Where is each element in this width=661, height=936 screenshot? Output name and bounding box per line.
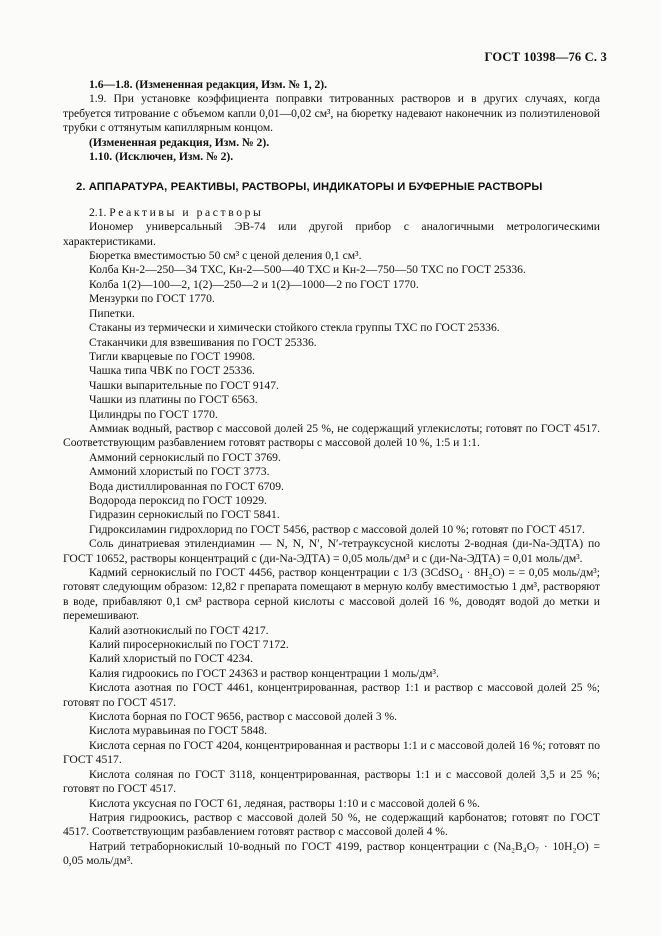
reagent-item: Калия гидроокись по ГОСТ 24363 и раствор концентрации 1 моль/дм³. bbox=[89, 666, 439, 680]
reagent-item: Калий хлористый по ГОСТ 4234. bbox=[89, 652, 254, 666]
reagent-item: Кислота соляная по ГОСТ 3118, концентрированная, растворы 1:1 и с массовой долей 3,5 и 25 %; готовят по ГОСТ 4517. bbox=[63, 767, 600, 796]
reagent-item: Вода дистиллированная по ГОСТ 6709. bbox=[89, 479, 284, 493]
reagent-item: Кислота серная по ГОСТ 4204, концентрированная и растворы 1:1 и с массовой долей 16 %; готовят по ГОСТ 4517. bbox=[63, 738, 600, 767]
reagent-item: Тигли кварцевые по ГОСТ 19908. bbox=[89, 349, 256, 363]
document-body bbox=[63, 78, 600, 869]
reagent-item: Чашки выпарительные по ГОСТ 9147. bbox=[89, 378, 279, 392]
reagent-item: Стаканы из термически и химически стойкого стекла группы ТХС по ГОСТ 25336. bbox=[89, 321, 500, 335]
reagent-item: Аммоний сернокислый по ГОСТ 3769. bbox=[89, 450, 281, 464]
reagent-item: Соль динатриевая этилендиамин — N, N, N′, N′-тетрауксусной кислоты 2-водная (ди-Na-ЭДТА) по ГОСТ 10652, растворы концентраций c (ди-Na-ЭДТА) = 0,05 моль/дм³ и c (ди-Na-ЭДТА) = 0,01 моль/дм³. bbox=[63, 537, 600, 565]
reagent-item: Кислота борная по ГОСТ 9656, раствор с массовой долей 3 %. bbox=[89, 710, 398, 724]
reagent-item: Пипетки. bbox=[89, 306, 135, 320]
reagent-item: Кислота азотная по ГОСТ 4461, концентрированная, раствор 1:1 и раствор с массовой долей 25 %; готовят по ГОСТ 4517. bbox=[63, 681, 600, 709]
reagent-item: Водорода пероксид по ГОСТ 10929. bbox=[89, 493, 267, 507]
reagent-item: Кадмий сернокислый по ГОСТ 4456, раствор концентрации c 1/3 (3CdSO₄ · 8H₂O) = = 0,05 моль/дм³; готовят следующим образом: 12,82 г препарата помещают в мерную колбу вместимостью 1 дм³, растворяют в воде, прибавляют 0,1 см³ раствора серной кислоты с массовой долей 16 %, доводят водой до метки и перемешивают. bbox=[63, 566, 600, 623]
reagent-item: Калий пиросернокислый по ГОСТ 7172. bbox=[89, 638, 289, 652]
reagent-item: Цилиндры по ГОСТ 1770. bbox=[89, 407, 218, 421]
paragraph-1-10: 1.10. (Исключен, Изм. № 2). bbox=[89, 150, 234, 164]
reagent-item: Натрия гидроокись, раствор с массовой долей 50 %, не содержащий карбонатов; готовят по ГОСТ 4517. Соответствующим разбавлением готовят раствор с массовой долей 4 %. bbox=[63, 810, 600, 839]
subsection-title: Реактивы и растворы bbox=[109, 205, 264, 219]
reagent-item: Аммиак водный, раствор с массовой долей 25 %, не содержащий углекислоты; готовят по ГОСТ 4517. Соответствующим разбавлением готовят растворы с массовой долей 10 %, 1:5 и 1:1. bbox=[63, 421, 600, 450]
reagent-item: Гидроксиламин гидрохлорид по ГОСТ 5456, раствор с массовой долей 10 %; готовят по ГОСТ 4517. bbox=[89, 522, 585, 536]
reagent-item: Аммоний хлористый по ГОСТ 3773. bbox=[89, 465, 270, 479]
paragraph-amendment-note: (Измененная редакция, Изм. № 2). bbox=[89, 135, 270, 149]
section-title: 2. АППАРАТУРА, РЕАКТИВЫ, РАСТВОРЫ, ИНДИКАТОРЫ И БУФЕРНЫЕ РАСТВОРЫ bbox=[76, 181, 543, 194]
reagent-item: Чашка типа ЧВК по ГОСТ 25336. bbox=[89, 364, 255, 378]
reagent-item: Колба Кн-2—250—34 ТХС, Кн-2—500—40 ТХС и Кн-2—750—50 ТХС по ГОСТ 25336. bbox=[89, 263, 526, 277]
paragraph-1-6-1-8: 1.6—1.8. (Измененная редакция, Изм. № 1, 2). bbox=[89, 78, 328, 91]
reagent-item: Колба 1(2)—100—2, 1(2)—250—2 и 1(2)—1000—2 по ГОСТ 1770. bbox=[89, 277, 419, 291]
subsection-heading bbox=[63, 206, 600, 220]
reagent-item: Стаканчики для взвешивания по ГОСТ 25336. bbox=[89, 335, 317, 349]
reagent-item: Гидразин сернокислый по ГОСТ 5841. bbox=[89, 508, 280, 522]
page-header: ГОСТ 10398—76 С. 3 bbox=[484, 50, 607, 64]
reagent-item: Иономер универсальный ЭВ-74 или другой прибор с аналогичными метрологическими характеристиками. bbox=[63, 220, 600, 248]
reagent-item: Кислота муравьиная по ГОСТ 5848. bbox=[89, 724, 268, 738]
paragraph-1-9: 1.9. При установке коэффициента поправки титрованных растворов и в других случаях, когда требуется титрование с объемом капли 0,01—0,02 см³, на бюретку надевают наконечник из полиэтиленовой трубки с оттянутым капиллярным концом. bbox=[63, 92, 600, 135]
reagent-item: Натрий тетраборнокислый 10-водный по ГОСТ 4199, раствор концентрации c (Na₂B₄O₇ · 10H₂O) = 0,05 моль/дм³. bbox=[63, 839, 600, 868]
reagent-item: Мензурки по ГОСТ 1770. bbox=[89, 292, 215, 306]
reagent-item: Бюретка вместимостью 50 см³ с ценой деления 0,1 см³. bbox=[89, 249, 362, 263]
reagent-item: Калий азотнокислый по ГОСТ 4217. bbox=[89, 623, 269, 637]
subsection-number: 2.1. bbox=[89, 205, 107, 219]
reagent-list bbox=[63, 220, 600, 868]
reagent-item: Чашки из платины по ГОСТ 6563. bbox=[89, 393, 258, 407]
reagent-item: Кислота уксусная по ГОСТ 61, ледяная, растворы 1:10 и с массовой долей 6 %. bbox=[89, 796, 480, 810]
